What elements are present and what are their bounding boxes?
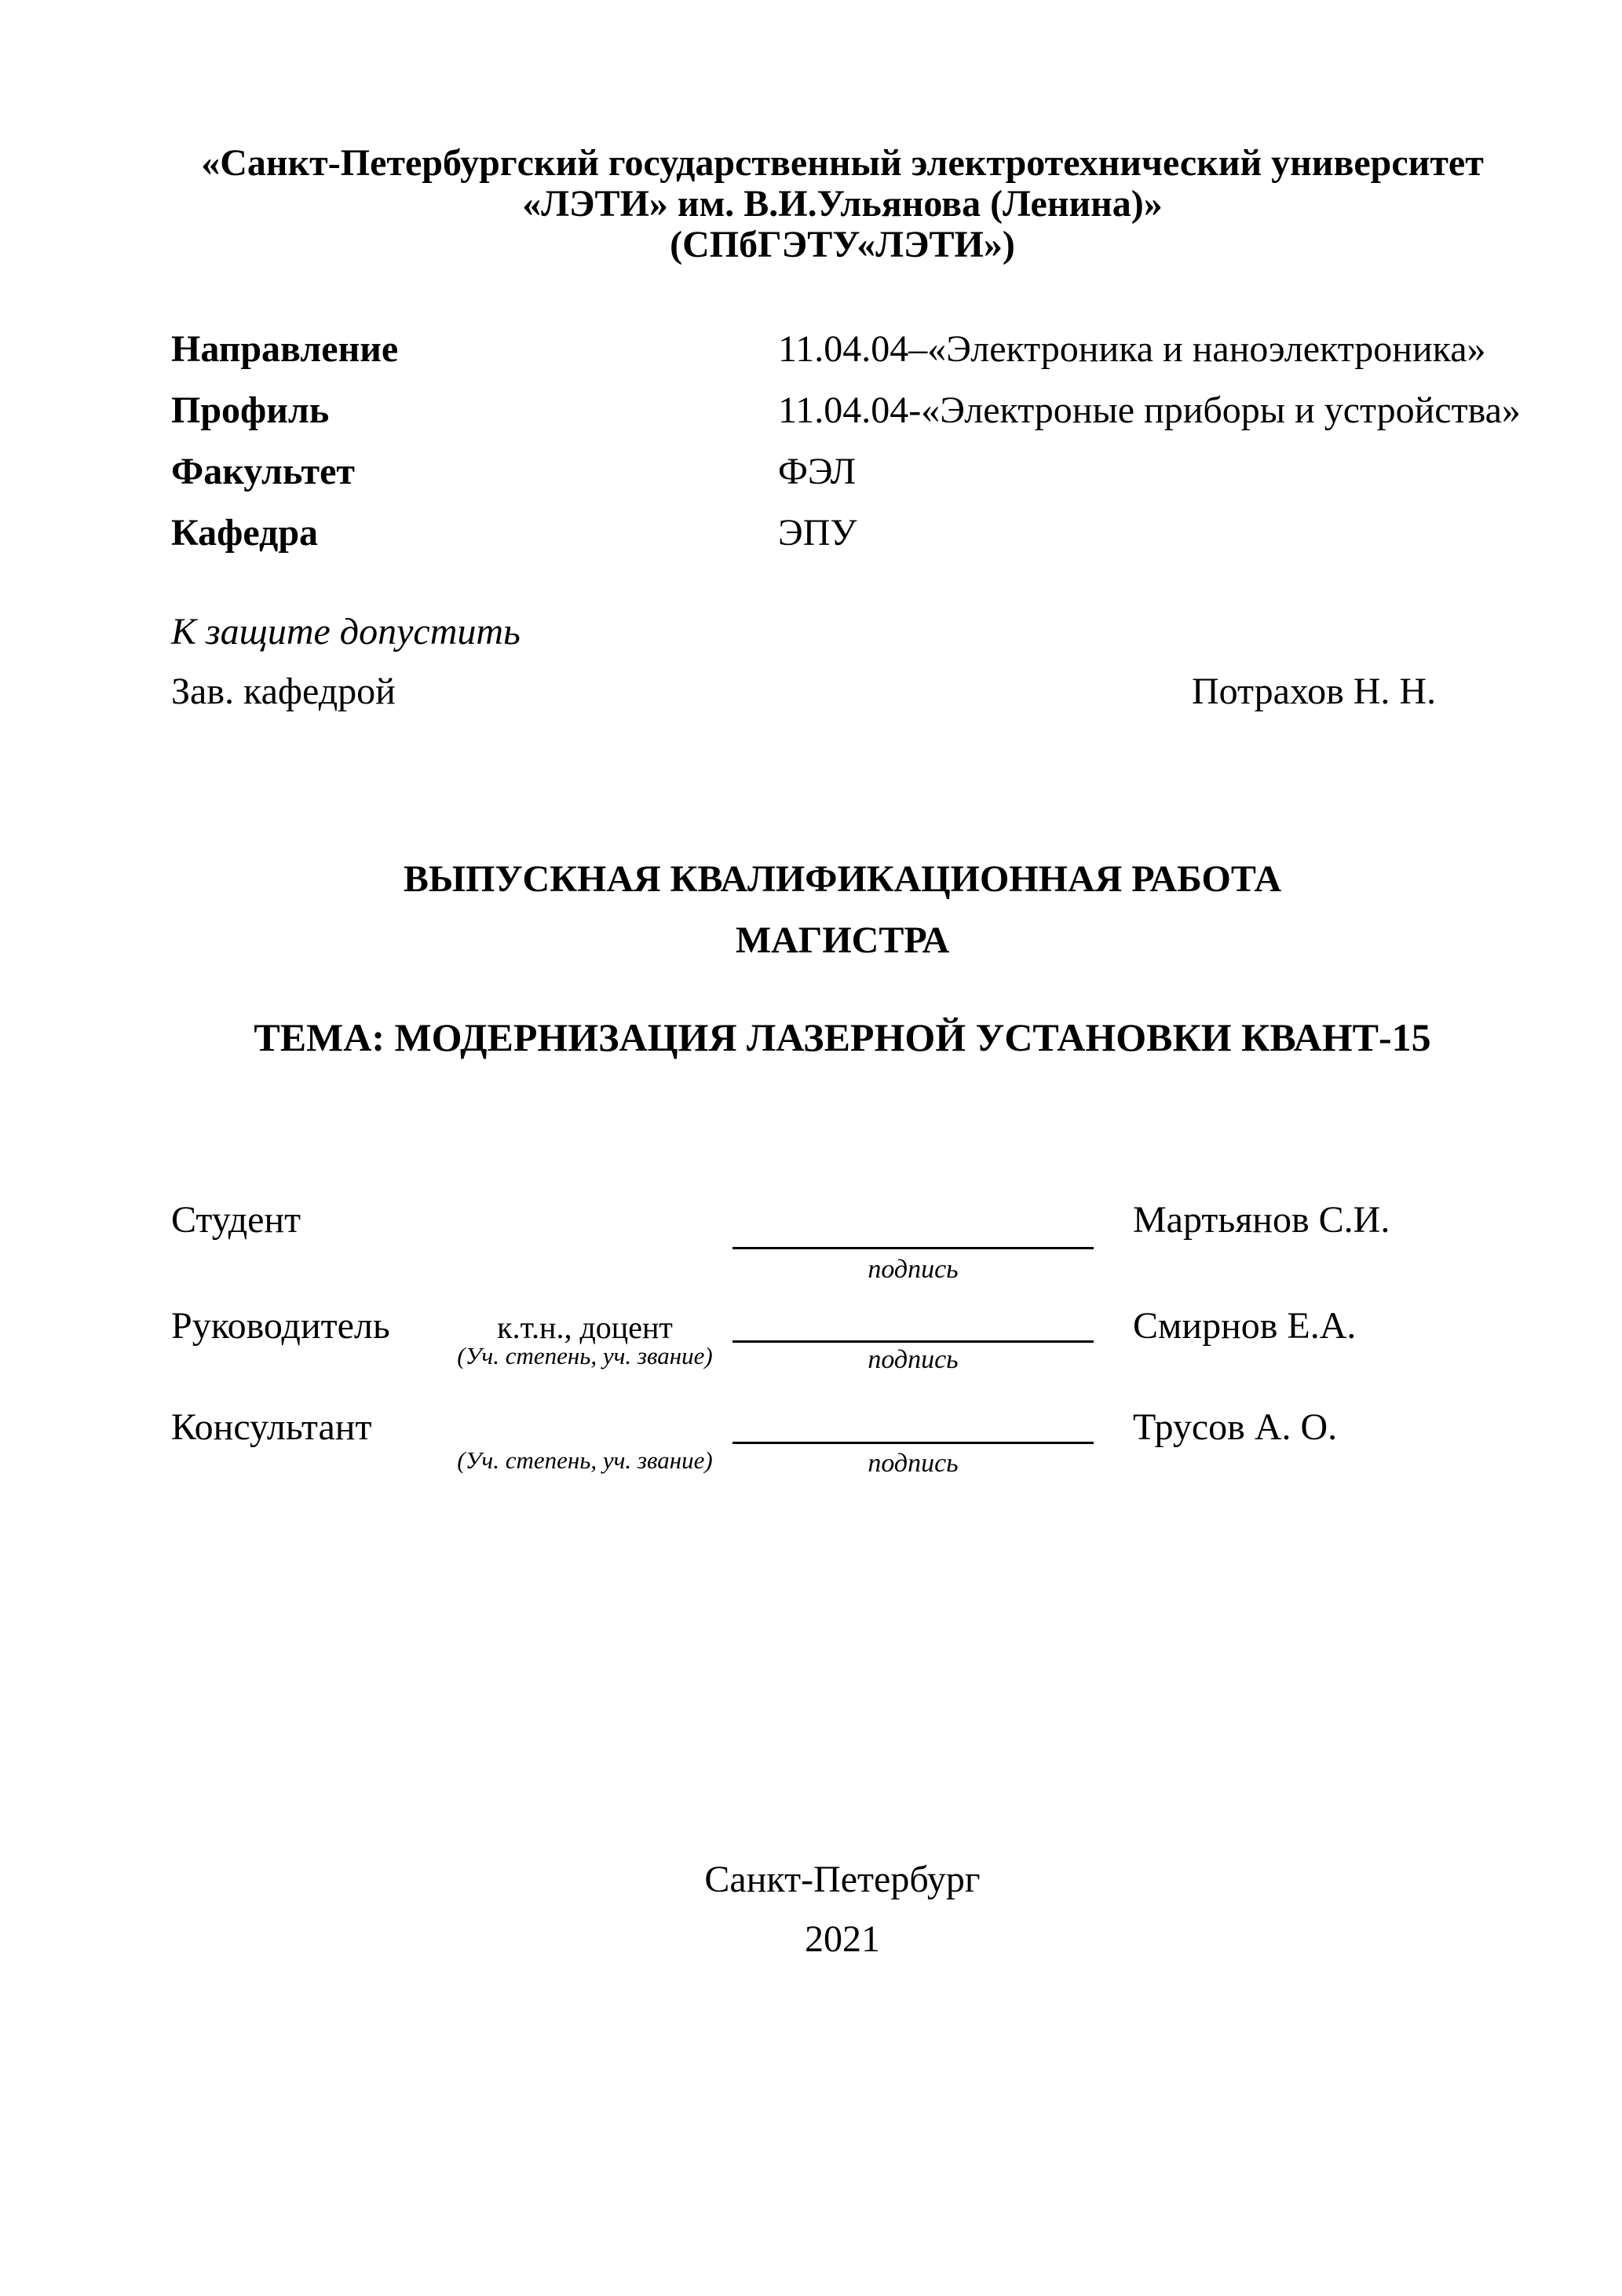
signature-name: Мартьянов С.И. xyxy=(1133,1199,1390,1241)
signature-row-student xyxy=(171,1201,1514,1311)
university-header-line-1: «Санкт-Петербургский государственный электротехнический университет xyxy=(201,142,1484,184)
signature-row-supervisor xyxy=(171,1307,1514,1417)
signature-caption: подпись xyxy=(868,1255,959,1284)
admission-row xyxy=(171,673,1514,711)
field-value-direction: 11.04.04–«Электроника и наноэлектроника» xyxy=(778,328,1486,370)
signature-row-consultant xyxy=(171,1406,1514,1519)
footer-city: Санкт-Петербург xyxy=(704,1859,981,1900)
field-value-department: ЭПУ xyxy=(778,512,857,554)
signature-degree: к.т.н., доцент xyxy=(497,1310,673,1345)
signature-degree-hint: (Уч. степень, уч. звание) xyxy=(457,1446,713,1474)
work-title xyxy=(171,849,1514,971)
page-content xyxy=(171,0,1521,2296)
page-footer xyxy=(171,1850,1514,1969)
university-header-line-3: (СПбГЭТУ«ЛЭТИ») xyxy=(670,224,1015,265)
field-label-faculty: Факультет xyxy=(171,451,355,492)
work-title-line-2: МАГИСТРА xyxy=(735,919,950,961)
signature-line xyxy=(732,1201,1094,1249)
field-row-department xyxy=(171,503,1514,564)
admission-name: Потрахов Н. Н. xyxy=(1192,671,1437,712)
signature-line xyxy=(732,1307,1094,1343)
signature-caption: подпись xyxy=(868,1449,959,1478)
signature-degree-hint: (Уч. степень, уч. звание) xyxy=(457,1342,713,1369)
signature-role-label: Руководитель xyxy=(171,1305,390,1347)
signature-name: Трусов А. О. xyxy=(1133,1406,1338,1448)
footer-year: 2021 xyxy=(805,1918,880,1960)
signature-role-label: Консультант xyxy=(171,1406,372,1448)
field-row-faculty xyxy=(171,441,1514,503)
field-row-profile xyxy=(171,380,1521,441)
admission-note: К защите допустить xyxy=(171,611,521,653)
field-label-direction: Направление xyxy=(171,328,399,370)
university-header-line-2: «ЛЭТИ» им. В.И.Ульянова (Ленина)» xyxy=(522,183,1163,225)
program-fields xyxy=(171,319,1521,564)
signature-role-label: Студент xyxy=(171,1199,301,1241)
signature-name: Смирнов Е.А. xyxy=(1133,1305,1357,1347)
field-value-profile: 11.04.04-«Электроные приборы и устройства» xyxy=(778,389,1521,431)
work-theme: ТЕМА: МОДЕРНИЗАЦИЯ ЛАЗЕРНОЙ УСТАНОВКИ КВАНТ-15 xyxy=(254,1015,1431,1059)
university-header xyxy=(171,143,1514,265)
field-value-faculty: ФЭЛ xyxy=(778,451,857,492)
signature-caption: подпись xyxy=(868,1345,959,1374)
signature-line xyxy=(732,1409,1094,1444)
field-row-direction xyxy=(171,319,1514,380)
work-title-line-1: ВЫПУСКНАЯ КВАЛИФИКАЦИОННАЯ РАБОТА xyxy=(403,858,1282,900)
admission-role: Зав. кафедрой xyxy=(171,671,396,712)
field-label-profile: Профиль xyxy=(171,389,330,431)
field-label-department: Кафедра xyxy=(171,512,319,554)
